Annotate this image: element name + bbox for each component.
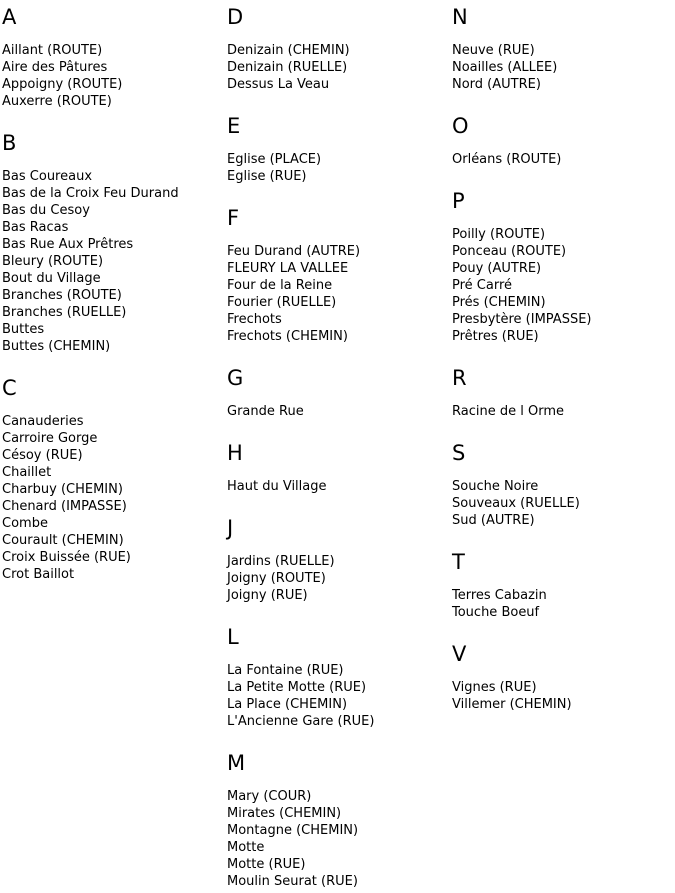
- street-entry[interactable]: Touche Boeuf: [452, 605, 540, 620]
- street-entry[interactable]: Appoigny (ROUTE): [2, 77, 123, 92]
- street-entry[interactable]: Bas Racas: [2, 220, 69, 235]
- entry-list: [227, 662, 450, 730]
- street-entry[interactable]: Presbytère (IMPASSE): [452, 312, 592, 327]
- street-entry[interactable]: Racine de l Orme: [452, 404, 564, 419]
- letter-section-n: [452, 5, 675, 93]
- street-entry[interactable]: L'Ancienne Gare (RUE): [227, 714, 375, 729]
- street-entry[interactable]: Courault (CHEMIN): [2, 533, 124, 548]
- street-entry[interactable]: Denizain (RUELLE): [227, 60, 348, 75]
- street-entry[interactable]: Croix Buissée (RUE): [2, 550, 131, 565]
- section-letter-heading: J: [227, 516, 234, 540]
- street-entry[interactable]: Montagne (CHEMIN): [227, 823, 359, 838]
- street-entry[interactable]: Prés (CHEMIN): [452, 295, 546, 310]
- letter-section-v: [452, 642, 675, 713]
- street-entry[interactable]: Pré Carré: [452, 278, 513, 293]
- street-entry[interactable]: Charbuy (CHEMIN): [2, 482, 123, 497]
- letter-section-o: [452, 114, 675, 168]
- street-entry[interactable]: Frechots: [227, 312, 282, 327]
- street-entry[interactable]: Eglise (PLACE): [227, 152, 322, 167]
- letter-section-c: [2, 376, 225, 583]
- entry-list: [227, 478, 450, 495]
- street-entry[interactable]: Terres Cabazin: [452, 588, 547, 603]
- street-entry[interactable]: Bas de la Croix Feu Durand: [2, 186, 179, 201]
- section-letter-heading: V: [452, 642, 467, 666]
- section-letter-heading: O: [452, 114, 469, 138]
- index-column-2: [225, 0, 450, 890]
- entry-list: [227, 788, 450, 890]
- street-entry[interactable]: Pouy (AUTRE): [452, 261, 542, 276]
- section-letter-heading: G: [227, 366, 244, 390]
- street-entry[interactable]: La Place (CHEMIN): [227, 697, 348, 712]
- section-letter-heading: C: [2, 376, 17, 400]
- street-entry[interactable]: Carroire Gorge: [2, 431, 98, 446]
- street-entry[interactable]: Prêtres (RUE): [452, 329, 539, 344]
- street-entry[interactable]: Joigny (ROUTE): [227, 571, 326, 586]
- street-entry[interactable]: Neuve (RUE): [452, 43, 535, 58]
- letter-section-h: [227, 441, 450, 495]
- entry-list: [2, 413, 225, 583]
- letter-section-m: [227, 751, 450, 890]
- street-entry[interactable]: Souveaux (RUELLE): [452, 496, 580, 511]
- section-letter-heading: D: [227, 5, 244, 29]
- entry-list: [452, 151, 675, 168]
- street-entry[interactable]: Bleury (ROUTE): [2, 254, 104, 269]
- street-entry[interactable]: Buttes (CHEMIN): [2, 339, 111, 354]
- street-entry[interactable]: Joigny (RUE): [227, 588, 308, 603]
- street-entry[interactable]: Motte (RUE): [227, 857, 306, 872]
- street-entry[interactable]: La Fontaine (RUE): [227, 663, 344, 678]
- entry-list: [227, 42, 450, 93]
- street-entry[interactable]: Noailles (ALLEE): [452, 60, 558, 75]
- entry-list: [452, 226, 675, 345]
- letter-section-a: [2, 5, 225, 110]
- section-letter-heading: E: [227, 114, 241, 138]
- street-entry[interactable]: Sud (AUTRE): [452, 513, 535, 528]
- street-entry[interactable]: Bas Rue Aux Prêtres: [2, 237, 134, 252]
- street-entry[interactable]: Nord (AUTRE): [452, 77, 541, 92]
- street-entry[interactable]: Bas du Cesoy: [2, 203, 90, 218]
- entry-list: [227, 243, 450, 345]
- section-letter-heading: L: [227, 625, 239, 649]
- entry-list: [2, 42, 225, 110]
- section-letter-heading: N: [452, 5, 468, 29]
- section-letter-heading: M: [227, 751, 246, 775]
- street-entry[interactable]: Buttes: [2, 322, 45, 337]
- street-entry[interactable]: Bas Coureaux: [2, 169, 93, 184]
- letter-section-f: [227, 206, 450, 345]
- street-entry[interactable]: Aillant (ROUTE): [2, 43, 103, 58]
- street-entry[interactable]: Ponceau (ROUTE): [452, 244, 567, 259]
- section-letter-heading: F: [227, 206, 240, 230]
- street-entry[interactable]: Moulin Seurat (RUE): [227, 874, 358, 889]
- section-letter-heading: S: [452, 441, 466, 465]
- street-entry[interactable]: Canauderies: [2, 414, 84, 429]
- section-letter-heading: A: [2, 5, 17, 29]
- letter-section-j: [227, 516, 450, 604]
- street-entry[interactable]: Feu Durand (AUTRE): [227, 244, 361, 259]
- entry-list: [452, 679, 675, 713]
- letter-section-l: [227, 625, 450, 730]
- street-entry[interactable]: Combe: [2, 516, 48, 531]
- entry-list: [452, 478, 675, 529]
- letter-section-p: [452, 189, 675, 345]
- street-entry[interactable]: Césoy (RUE): [2, 448, 83, 463]
- street-entry[interactable]: Aire des Pâtures: [2, 60, 108, 75]
- section-letter-heading: R: [452, 366, 467, 390]
- street-entry[interactable]: Eglise (RUE): [227, 169, 307, 184]
- street-entry[interactable]: Vignes (RUE): [452, 680, 537, 695]
- street-entry[interactable]: Four de la Reine: [227, 278, 333, 293]
- letter-section-d: [227, 5, 450, 93]
- entry-list: [227, 403, 450, 420]
- street-entry[interactable]: Haut du Village: [227, 479, 327, 494]
- entry-list: [227, 151, 450, 185]
- letter-section-t: [452, 550, 675, 621]
- street-entry[interactable]: Denizain (CHEMIN): [227, 43, 350, 58]
- letter-section-g: [227, 366, 450, 420]
- section-letter-heading: P: [452, 189, 465, 213]
- street-entry[interactable]: Orléans (ROUTE): [452, 152, 562, 167]
- street-entry[interactable]: Poilly (ROUTE): [452, 227, 546, 242]
- street-entry[interactable]: Branches (ROUTE): [2, 288, 122, 303]
- entry-list: [452, 403, 675, 420]
- letter-section-r: [452, 366, 675, 420]
- section-letter-heading: B: [2, 131, 17, 155]
- street-entry[interactable]: Grande Rue: [227, 404, 304, 419]
- letter-section-e: [227, 114, 450, 185]
- street-entry[interactable]: Villemer (CHEMIN): [452, 697, 572, 712]
- street-entry[interactable]: FLEURY LA VALLEE: [227, 261, 349, 276]
- entry-list: [452, 42, 675, 93]
- street-entry[interactable]: Chenard (IMPASSE): [2, 499, 127, 514]
- letter-section-b: [2, 131, 225, 355]
- street-entry[interactable]: Mary (COUR): [227, 789, 312, 804]
- index-column-1: [0, 0, 225, 583]
- street-entry[interactable]: Souche Noire: [452, 479, 539, 494]
- street-entry[interactable]: Fourier (RUELLE): [227, 295, 337, 310]
- street-entry[interactable]: Bout du Village: [2, 271, 101, 286]
- street-entry[interactable]: Mirates (CHEMIN): [227, 806, 342, 821]
- street-entry[interactable]: Frechots (CHEMIN): [227, 329, 348, 344]
- street-entry[interactable]: Dessus La Veau: [227, 77, 330, 92]
- section-letter-heading: T: [452, 550, 465, 574]
- entry-list: [2, 168, 225, 355]
- entry-list: [227, 553, 450, 604]
- street-entry[interactable]: Crot Baillot: [2, 567, 75, 582]
- entry-list: [452, 587, 675, 621]
- street-entry[interactable]: La Petite Motte (RUE): [227, 680, 367, 695]
- street-entry[interactable]: Auxerre (ROUTE): [2, 94, 112, 109]
- street-entry[interactable]: Chaillet: [2, 465, 52, 480]
- street-entry[interactable]: Jardins (RUELLE): [227, 554, 335, 569]
- index-column-3: [450, 0, 675, 713]
- street-entry[interactable]: Motte: [227, 840, 265, 855]
- section-letter-heading: H: [227, 441, 243, 465]
- letter-section-s: [452, 441, 675, 529]
- street-entry[interactable]: Branches (RUELLE): [2, 305, 127, 320]
